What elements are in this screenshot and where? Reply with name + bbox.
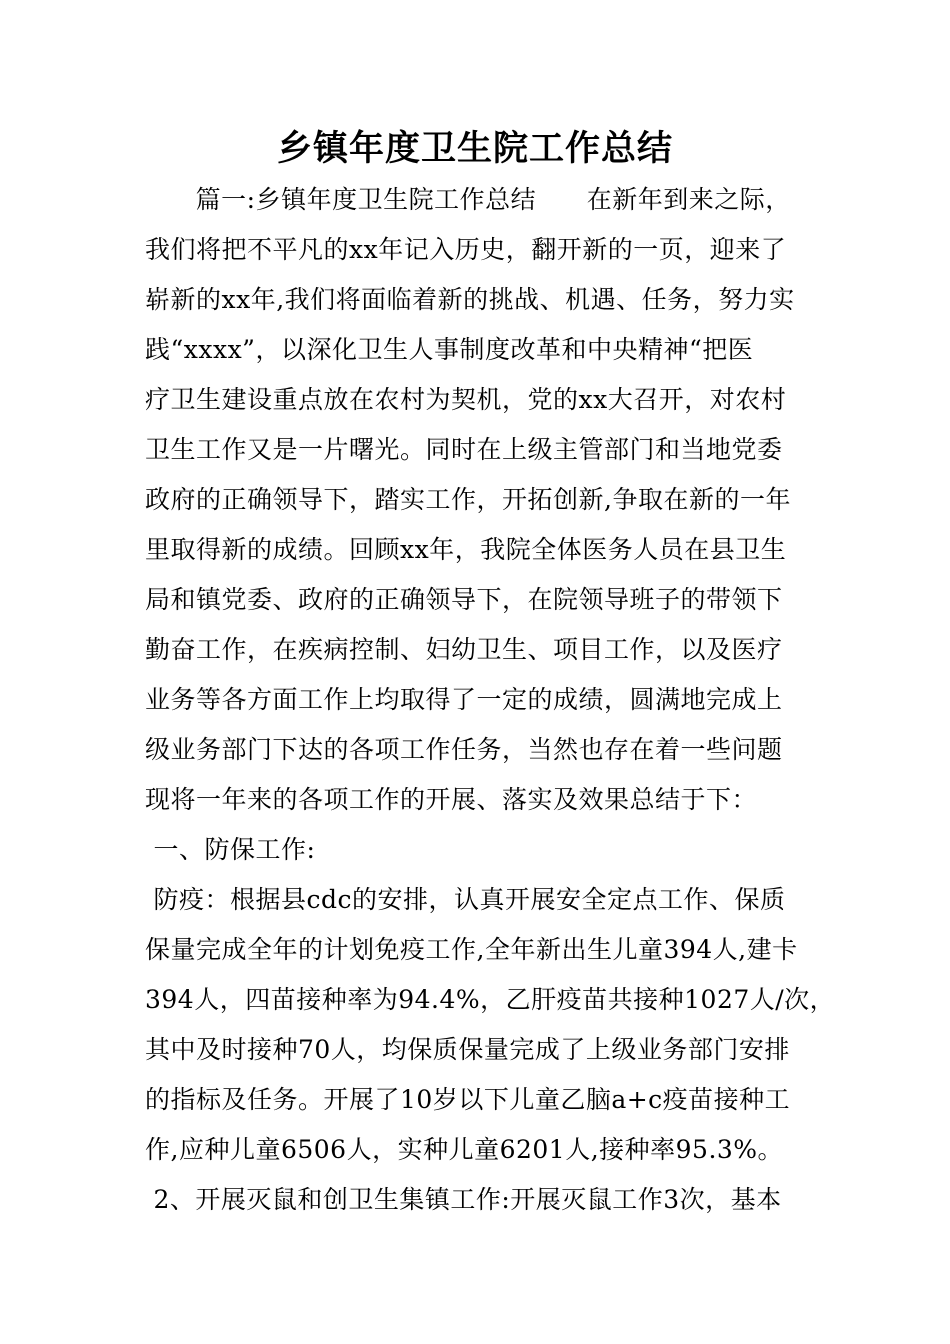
text-line: 保量完成全年的计划免疫工作,全年新出生儿童394人,建卡 bbox=[145, 935, 798, 964]
text-line: 防疫：根据县cdc的安排，认真开展安全定点工作、保质 bbox=[145, 885, 786, 914]
text-line: 级业务部门下达的各项工作任务，当然也存在着一些问题 bbox=[145, 735, 783, 764]
text-line: 篇一:乡镇年度卫生院工作总结 在新年到来之际， bbox=[145, 185, 791, 214]
text-line: 业务等各方面工作上均取得了一定的成绩，圆满地完成上 bbox=[145, 685, 783, 714]
section-heading: 一、防保工作: bbox=[145, 835, 316, 864]
document-title: 乡镇年度卫生院工作总结 bbox=[276, 128, 673, 169]
text-line: 394人，四苗接种率为94.4%，乙肝疫苗共接种1027人/次， bbox=[145, 985, 836, 1014]
text-line: 疗卫生建设重点放在农村为契机，党的xx大召开，对农村 bbox=[145, 385, 787, 414]
text-line: 2、开展灭鼠和创卫生集镇工作:开展灭鼠工作3次，基本 bbox=[145, 1185, 782, 1214]
text-line: 作,应种儿童6506人，实种儿童6201人,接种率95.3%。 bbox=[145, 1135, 784, 1164]
text-line: 卫生工作又是一片曙光。同时在上级主管部门和当地党委 bbox=[145, 435, 783, 464]
text-line: 践“xxxx”，以深化卫生人事制度改革和中央精神“把医 bbox=[145, 335, 754, 364]
text-line: 现将一年来的各项工作的开展、落实及效果总结于下： bbox=[145, 785, 758, 814]
text-line: 的指标及任务。开展了10岁以下儿童乙脑a+c疫苗接种工 bbox=[145, 1085, 791, 1114]
text-line: 勤奋工作，在疾病控制、妇幼卫生、项目工作，以及医疗 bbox=[145, 635, 783, 664]
text-line: 崭新的xx年,我们将面临着新的挑战、机遇、任务，努力实 bbox=[145, 285, 795, 314]
text-line: 政府的正确领导下，踏实工作，开拓创新,争取在新的一年 bbox=[145, 485, 791, 514]
text-line: 我们将把不平凡的xx年记入历史，翻开新的一页，迎来了 bbox=[145, 235, 787, 264]
text-line: 里取得新的成绩。回顾xx年，我院全体医务人员在县卫生 bbox=[145, 535, 787, 564]
text-line: 局和镇党委、政府的正确领导下，在院领导班子的带领下 bbox=[145, 585, 783, 614]
text-line: 其中及时接种70人，均保质保量完成了上级业务部门安排 bbox=[145, 1035, 790, 1064]
